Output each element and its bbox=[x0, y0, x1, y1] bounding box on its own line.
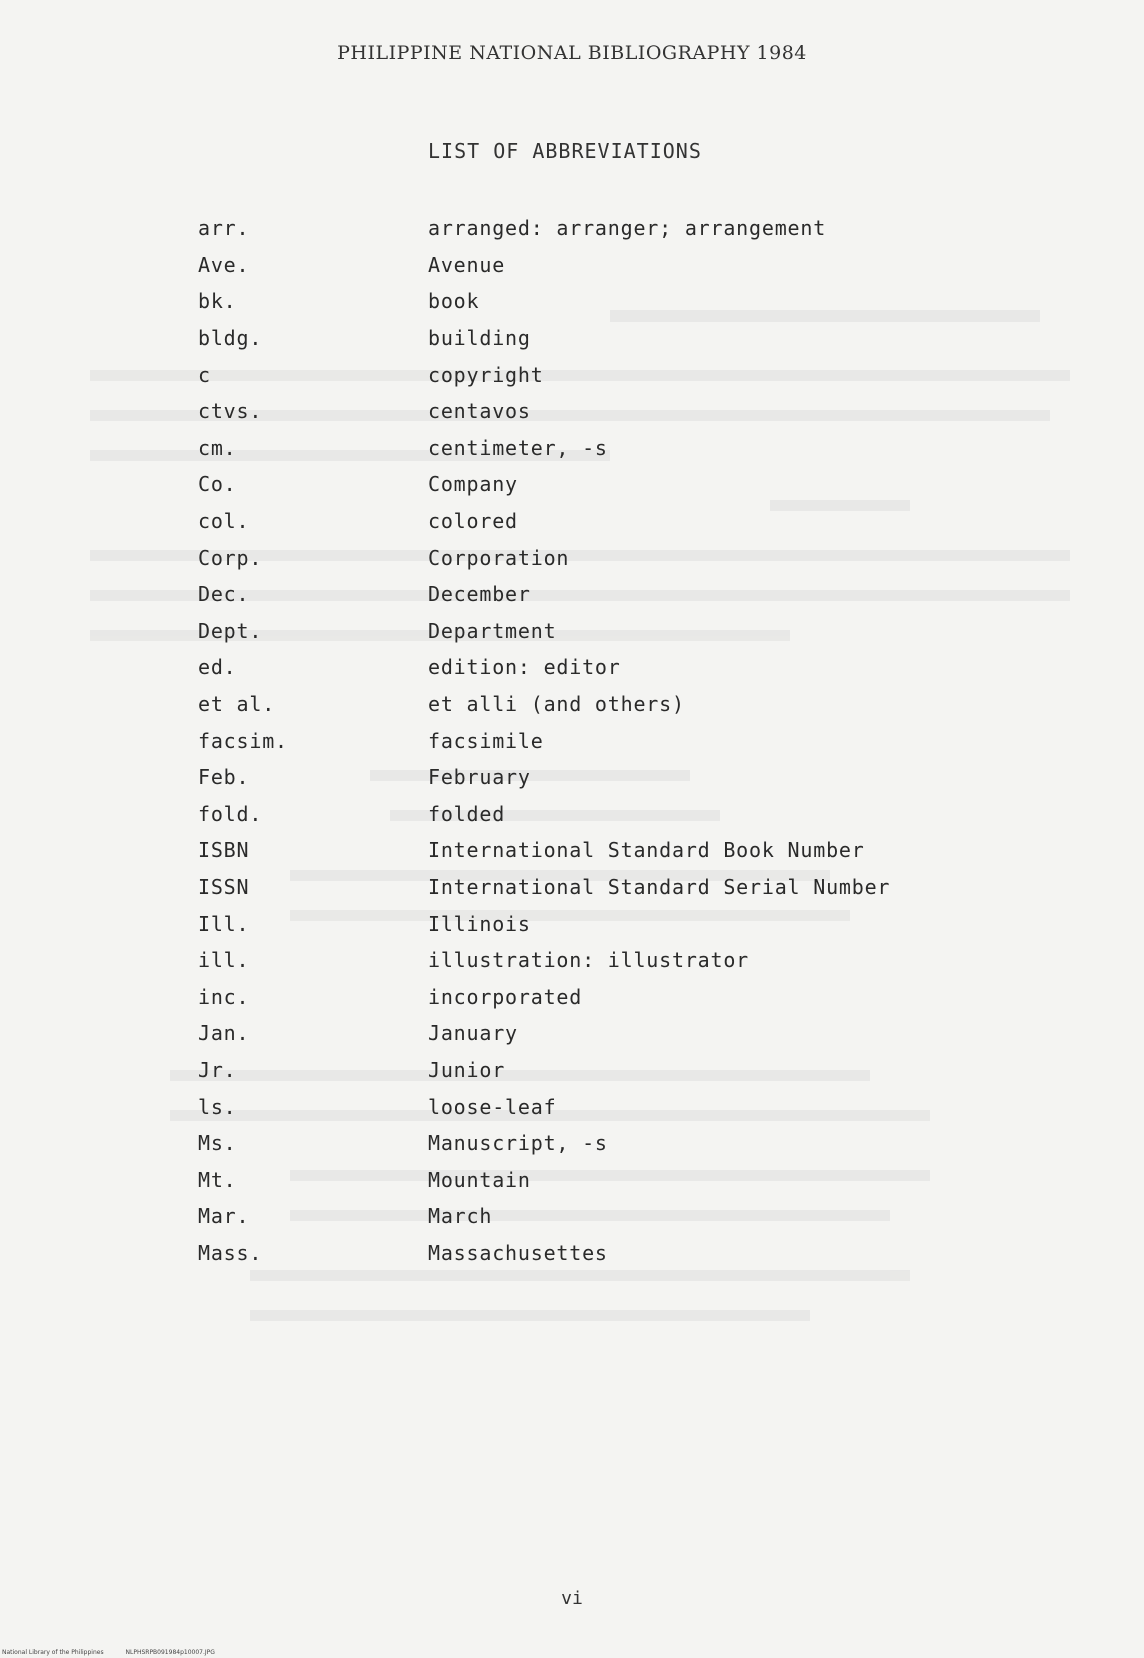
abbreviation-term: bk. bbox=[198, 289, 237, 314]
abbreviation-row bbox=[198, 978, 918, 1015]
abbreviation-meaning: loose-leaf bbox=[428, 1094, 557, 1119]
abbreviation-term: ISSN bbox=[198, 874, 250, 899]
abbreviation-term: Mar. bbox=[198, 1204, 250, 1229]
abbreviation-row bbox=[198, 1198, 918, 1235]
abbreviation-term: Mass. bbox=[198, 1240, 263, 1265]
abbreviation-meaning: edition: editor bbox=[428, 655, 621, 680]
abbreviation-meaning: building bbox=[428, 326, 531, 351]
abbreviation-term: et al. bbox=[198, 692, 276, 717]
abbreviation-row bbox=[198, 430, 918, 467]
abbreviation-row bbox=[198, 1235, 918, 1272]
abbreviation-term: Dept. bbox=[198, 618, 263, 643]
abbreviation-row bbox=[198, 796, 918, 833]
abbreviation-row bbox=[198, 686, 918, 723]
abbreviation-row bbox=[198, 942, 918, 979]
abbreviation-term: facsim. bbox=[198, 728, 288, 753]
abbreviation-row bbox=[198, 576, 918, 613]
abbreviation-term: col. bbox=[198, 509, 250, 534]
scan-credit: National Library of the Philippines bbox=[2, 1649, 104, 1656]
abbreviation-row bbox=[198, 832, 918, 869]
abbreviation-term: arr. bbox=[198, 216, 250, 241]
abbreviation-meaning: Corporation bbox=[428, 545, 570, 570]
abbreviation-meaning: Illinois bbox=[428, 911, 531, 936]
abbreviation-term: ed. bbox=[198, 655, 237, 680]
abbreviation-list bbox=[198, 210, 918, 1271]
abbreviation-term: Ms. bbox=[198, 1131, 237, 1156]
abbreviation-row bbox=[198, 759, 918, 796]
abbreviation-meaning: facsimile bbox=[428, 728, 544, 753]
abbreviation-meaning: December bbox=[428, 582, 531, 607]
abbreviation-row bbox=[198, 869, 918, 906]
abbreviation-row bbox=[198, 466, 918, 503]
abbreviation-meaning: Mountain bbox=[428, 1167, 531, 1192]
abbreviation-meaning: Manuscript, -s bbox=[428, 1131, 608, 1156]
scan-filename: NLPHSRPB091984p10007.JPG bbox=[125, 1649, 215, 1656]
abbreviation-meaning: Department bbox=[428, 618, 557, 643]
abbreviation-term: ill. bbox=[198, 948, 250, 973]
abbreviation-meaning: centavos bbox=[428, 399, 531, 424]
abbreviation-term: Ill. bbox=[198, 911, 250, 936]
abbreviation-term: Co. bbox=[198, 472, 237, 497]
page-number: vi bbox=[561, 1588, 583, 1609]
abbreviation-meaning: Avenue bbox=[428, 252, 506, 277]
abbreviation-meaning: colored bbox=[428, 509, 518, 534]
abbreviation-term: Dec. bbox=[198, 582, 250, 607]
scan-credit-line bbox=[2, 1649, 215, 1656]
abbreviation-meaning: Junior bbox=[428, 1057, 506, 1082]
abbreviation-term: bldg. bbox=[198, 326, 263, 351]
abbreviation-row bbox=[198, 503, 918, 540]
abbreviation-meaning: et alli (and others) bbox=[428, 692, 685, 717]
abbreviation-row bbox=[198, 283, 918, 320]
abbreviation-row bbox=[198, 1052, 918, 1089]
abbreviation-row bbox=[198, 1125, 918, 1162]
abbreviation-term: ISBN bbox=[198, 838, 250, 863]
abbreviation-meaning: folded bbox=[428, 801, 506, 826]
abbreviation-term: cm. bbox=[198, 435, 237, 460]
abbreviation-row bbox=[198, 356, 918, 393]
abbreviation-meaning: illustration: illustrator bbox=[428, 948, 750, 973]
abbreviation-term: c bbox=[198, 362, 211, 387]
abbreviation-term: inc. bbox=[198, 984, 250, 1009]
abbreviation-row bbox=[198, 210, 918, 247]
abbreviation-meaning: book bbox=[428, 289, 480, 314]
abbreviation-term: Jr. bbox=[198, 1057, 237, 1082]
abbreviation-term: Mt. bbox=[198, 1167, 237, 1192]
abbreviation-row bbox=[198, 1015, 918, 1052]
abbreviation-term: Jan. bbox=[198, 1021, 250, 1046]
abbreviation-row bbox=[198, 905, 918, 942]
running-header: PHILIPPINE NATIONAL BIBLIOGRAPHY 1984 bbox=[337, 42, 807, 64]
abbreviation-meaning: centimeter, -s bbox=[428, 435, 608, 460]
abbreviation-meaning: incorporated bbox=[428, 984, 583, 1009]
abbreviation-term: Corp. bbox=[198, 545, 263, 570]
abbreviation-meaning: International Standard Book Number bbox=[428, 838, 865, 863]
abbreviation-row bbox=[198, 247, 918, 284]
abbreviation-meaning: arranged: arranger; arrangement bbox=[428, 216, 827, 241]
abbreviation-row bbox=[198, 539, 918, 576]
abbreviation-term: Feb. bbox=[198, 765, 250, 790]
abbreviation-row bbox=[198, 722, 918, 759]
abbreviation-row bbox=[198, 393, 918, 430]
abbreviation-term: fold. bbox=[198, 801, 263, 826]
section-title: LIST OF ABBREVIATIONS bbox=[428, 139, 702, 163]
abbreviation-meaning: International Standard Serial Number bbox=[428, 874, 891, 899]
abbreviation-meaning: copyright bbox=[428, 362, 544, 387]
abbreviation-term: Ave. bbox=[198, 252, 250, 277]
abbreviation-meaning: Massachusettes bbox=[428, 1240, 608, 1265]
abbreviation-term: ctvs. bbox=[198, 399, 263, 424]
abbreviation-row bbox=[198, 1161, 918, 1198]
abbreviation-term: ls. bbox=[198, 1094, 237, 1119]
abbreviation-meaning: February bbox=[428, 765, 531, 790]
abbreviation-row bbox=[198, 320, 918, 357]
abbreviation-row bbox=[198, 613, 918, 650]
abbreviation-meaning: March bbox=[428, 1204, 493, 1229]
abbreviation-row bbox=[198, 1088, 918, 1125]
abbreviation-meaning: Company bbox=[428, 472, 518, 497]
abbreviation-meaning: January bbox=[428, 1021, 518, 1046]
abbreviation-row bbox=[198, 649, 918, 686]
